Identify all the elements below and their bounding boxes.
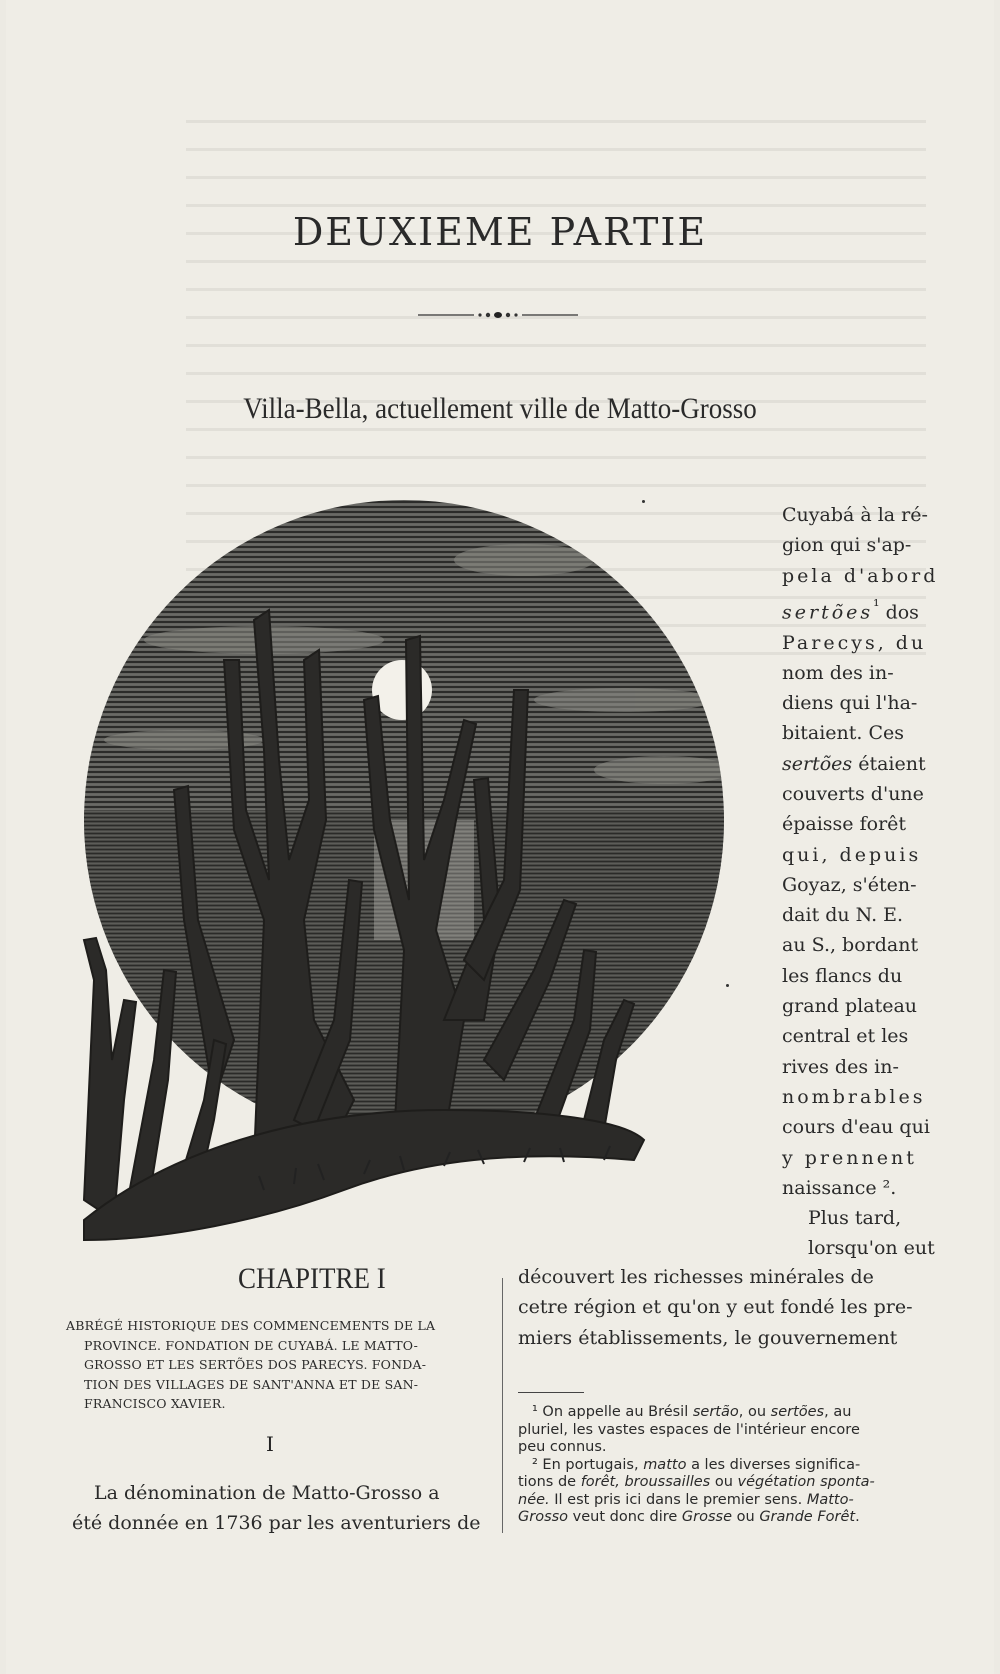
footnote-2-line-1: ² En portugais, matto a les diverses significa- — [532, 1456, 861, 1473]
title-ornament-icon — [418, 308, 578, 322]
wide-text-column: découvert les richesses minérales de cetre région et qu'on y eut fondé les pre- miers établissements, le gouvernement — [518, 1266, 913, 1349]
part-subtitle: Villa-Bella, actuellement ville de Matto-Grosso — [243, 392, 757, 425]
ink-speck — [642, 500, 645, 503]
part-title: DEUXIEME PARTIE — [292, 210, 708, 254]
ink-speck — [726, 984, 729, 987]
chapter-title: CHAPITRE I — [238, 1262, 386, 1295]
column-divider — [502, 1278, 503, 1533]
footnote-2-line-2: tions de forêt, broussailles ou végétation sponta- — [518, 1474, 875, 1490]
section-number: I — [266, 1432, 274, 1456]
footnote-2-line-4: Grosso veut donc dire Grosse ou Grande Forêt. — [518, 1509, 860, 1525]
footnote-1-line-1: ¹ On appelle au Brésil sertão, ou sertões, au — [532, 1404, 852, 1420]
footnotes: ¹ On appelle au Brésil sertão, ou sertões, au pluriel, les vastes espaces de l'intérieur encore peu connus. ² En portugais, matto a les diverses significa- tions de forêt, broussailles ou végétation sponta- née. Il est pris ici dans le premier sens. Matto- Grosso veut donc dire Grosse ou Grande Forêt. — [518, 1404, 936, 1527]
book-page — [6, 0, 994, 1674]
footnote-2-line-3: née. Il est pris ici dans le premier sens. Matto- — [518, 1491, 854, 1508]
chapter-summary: ABRÉGÉ HISTORIQUE DES COMMENCEMENTS DE LA PROVINCE. FONDATION DE CUYABÁ. LE MATTO- GROSSO ET LES SERTÕES DOS PARECYS. FONDA- TION DES VILLAGES DE SANT'ANNA ET DE SAN- FRANCISCO XAVIER. — [66, 1318, 436, 1411]
cactus-moon-engraving-icon — [64, 500, 754, 1300]
left-text-column: La dénomination de Matto-Grosso a été donnée en 1736 par les aventuriers de — [72, 1482, 481, 1535]
right-text-column: Cuyabá à la ré- gion qui s'ap- pela d'abord sertões$^{^1}$ dos Parecys, du nom des in- diens qui l'ha- bitaient. Ces sertões étaient couverts d'une épaisse forêt qui, depuis Goyaz, s'éten- dait du N. E. au S., bordant les flancs du grand plateau central et les rives des in- nombrables cours d'eau qui y prennent naissance ². Plus tard, lorsqu'on eut — [782, 504, 939, 1260]
footnote-rule — [518, 1392, 584, 1393]
